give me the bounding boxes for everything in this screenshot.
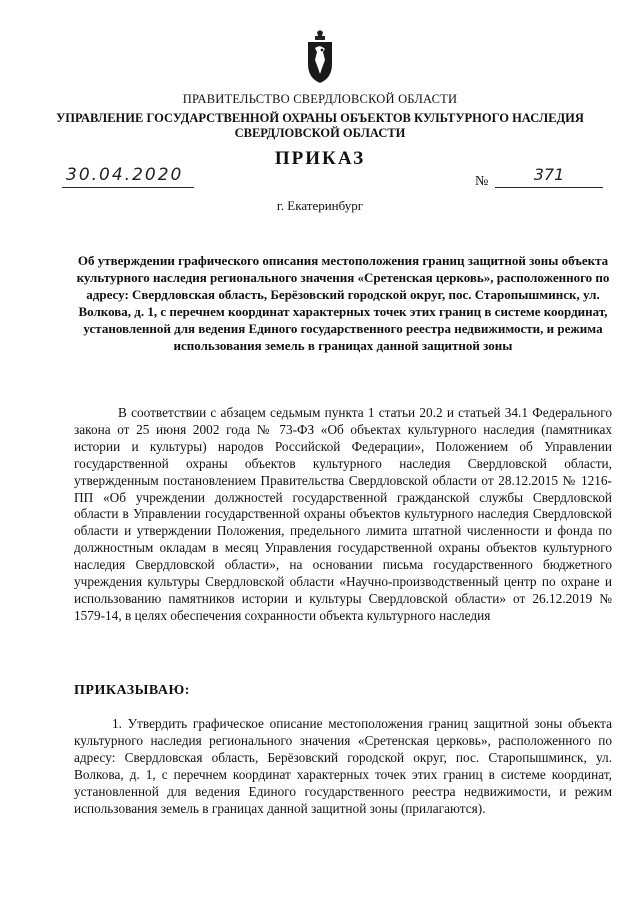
order-subject: Об утверждении графического описания местоположения границ защитной зоны объекта культурного наследия регионального значения «Сретенская церковь», расположенного по адресу: Свердловская область, Берёзовский городской округ, пос. Старопышминск, ул. Волкова, д. 1, с перечнем координат характерных точек этих границ в системе координат, установленной для ведения Единого государственного реестра недвижимости, и режима использования земель в границах данной защитной зоны xyxy=(76,253,610,353)
number-label: № xyxy=(475,174,489,189)
city: г. Екатеринбург xyxy=(276,198,364,213)
department-name: УПРАВЛЕНИЕ ГОСУДАРСТВЕННОЙ ОХРАНЫ ОБЪЕКТОВ КУЛЬТУРНОГО НАСЛЕДИЯ СВЕРДЛОВСКОЙ ОБЛАСТИ xyxy=(56,111,584,140)
order-number: 371 xyxy=(495,163,603,188)
order-date: 30.04.2020 xyxy=(62,163,194,188)
item-1-paragraph: 1. Утвердить графическое описание местоположения границ защитной зоны объекта культурного наследия регионального значения «Сретенская церковь», расположенного по адресу: Свердловская область, Берёзовский городской округ, пос. Старопышминск, ул. Волкова, д. 1, с перечнем координат характерных точек этих границ в системе координат, установленной для ведения Единого государственного реестра недвижимости, и режим использования земель в границах данной защитной зоны (прилагаются). xyxy=(74,716,612,816)
preamble-paragraph: В соответствии с абзацем седьмым пункта 1 статьи 20.2 и статьей 34.1 Федерального закона от 25 июня 2002 года № 73-ФЗ «Об объектах культурного наследия (памятниках истории и культуры) народов Российской Федерации», Положением об Управлении государственной охраны объектов культурного наследия Свердловской области, утвержденным постановлением Правительства Свердловской области от 28.12.2015 № 1216-ПП «Об учреждении должностей государственной гражданской службы Свердловской области в Управлении государственной охраны объектов культурного наследия Свердловской области и утверждении Положения, предельного лимита штатной численности и фонда по должностным окладам в месяц Управления государственной охраны объектов культурного наследия Свердловской области», на основании письма государственного бюджетного учреждения культуры Свердловской области «Научно-производственный центр по охране и использованию памятников истории и культуры Свердловской области» от 26.12.2019 № 1579-14, в целях обеспечения сохранности объекта культурного наследия xyxy=(74,405,612,623)
coat-of-arms-icon xyxy=(306,30,334,84)
government-name: ПРАВИТЕЛЬСТВО СВЕРДЛОВСКОЙ ОБЛАСТИ xyxy=(182,92,458,106)
document-type: ПРИКАЗ xyxy=(274,148,366,169)
command-heading: ПРИКАЗЫВАЮ: xyxy=(74,683,190,698)
